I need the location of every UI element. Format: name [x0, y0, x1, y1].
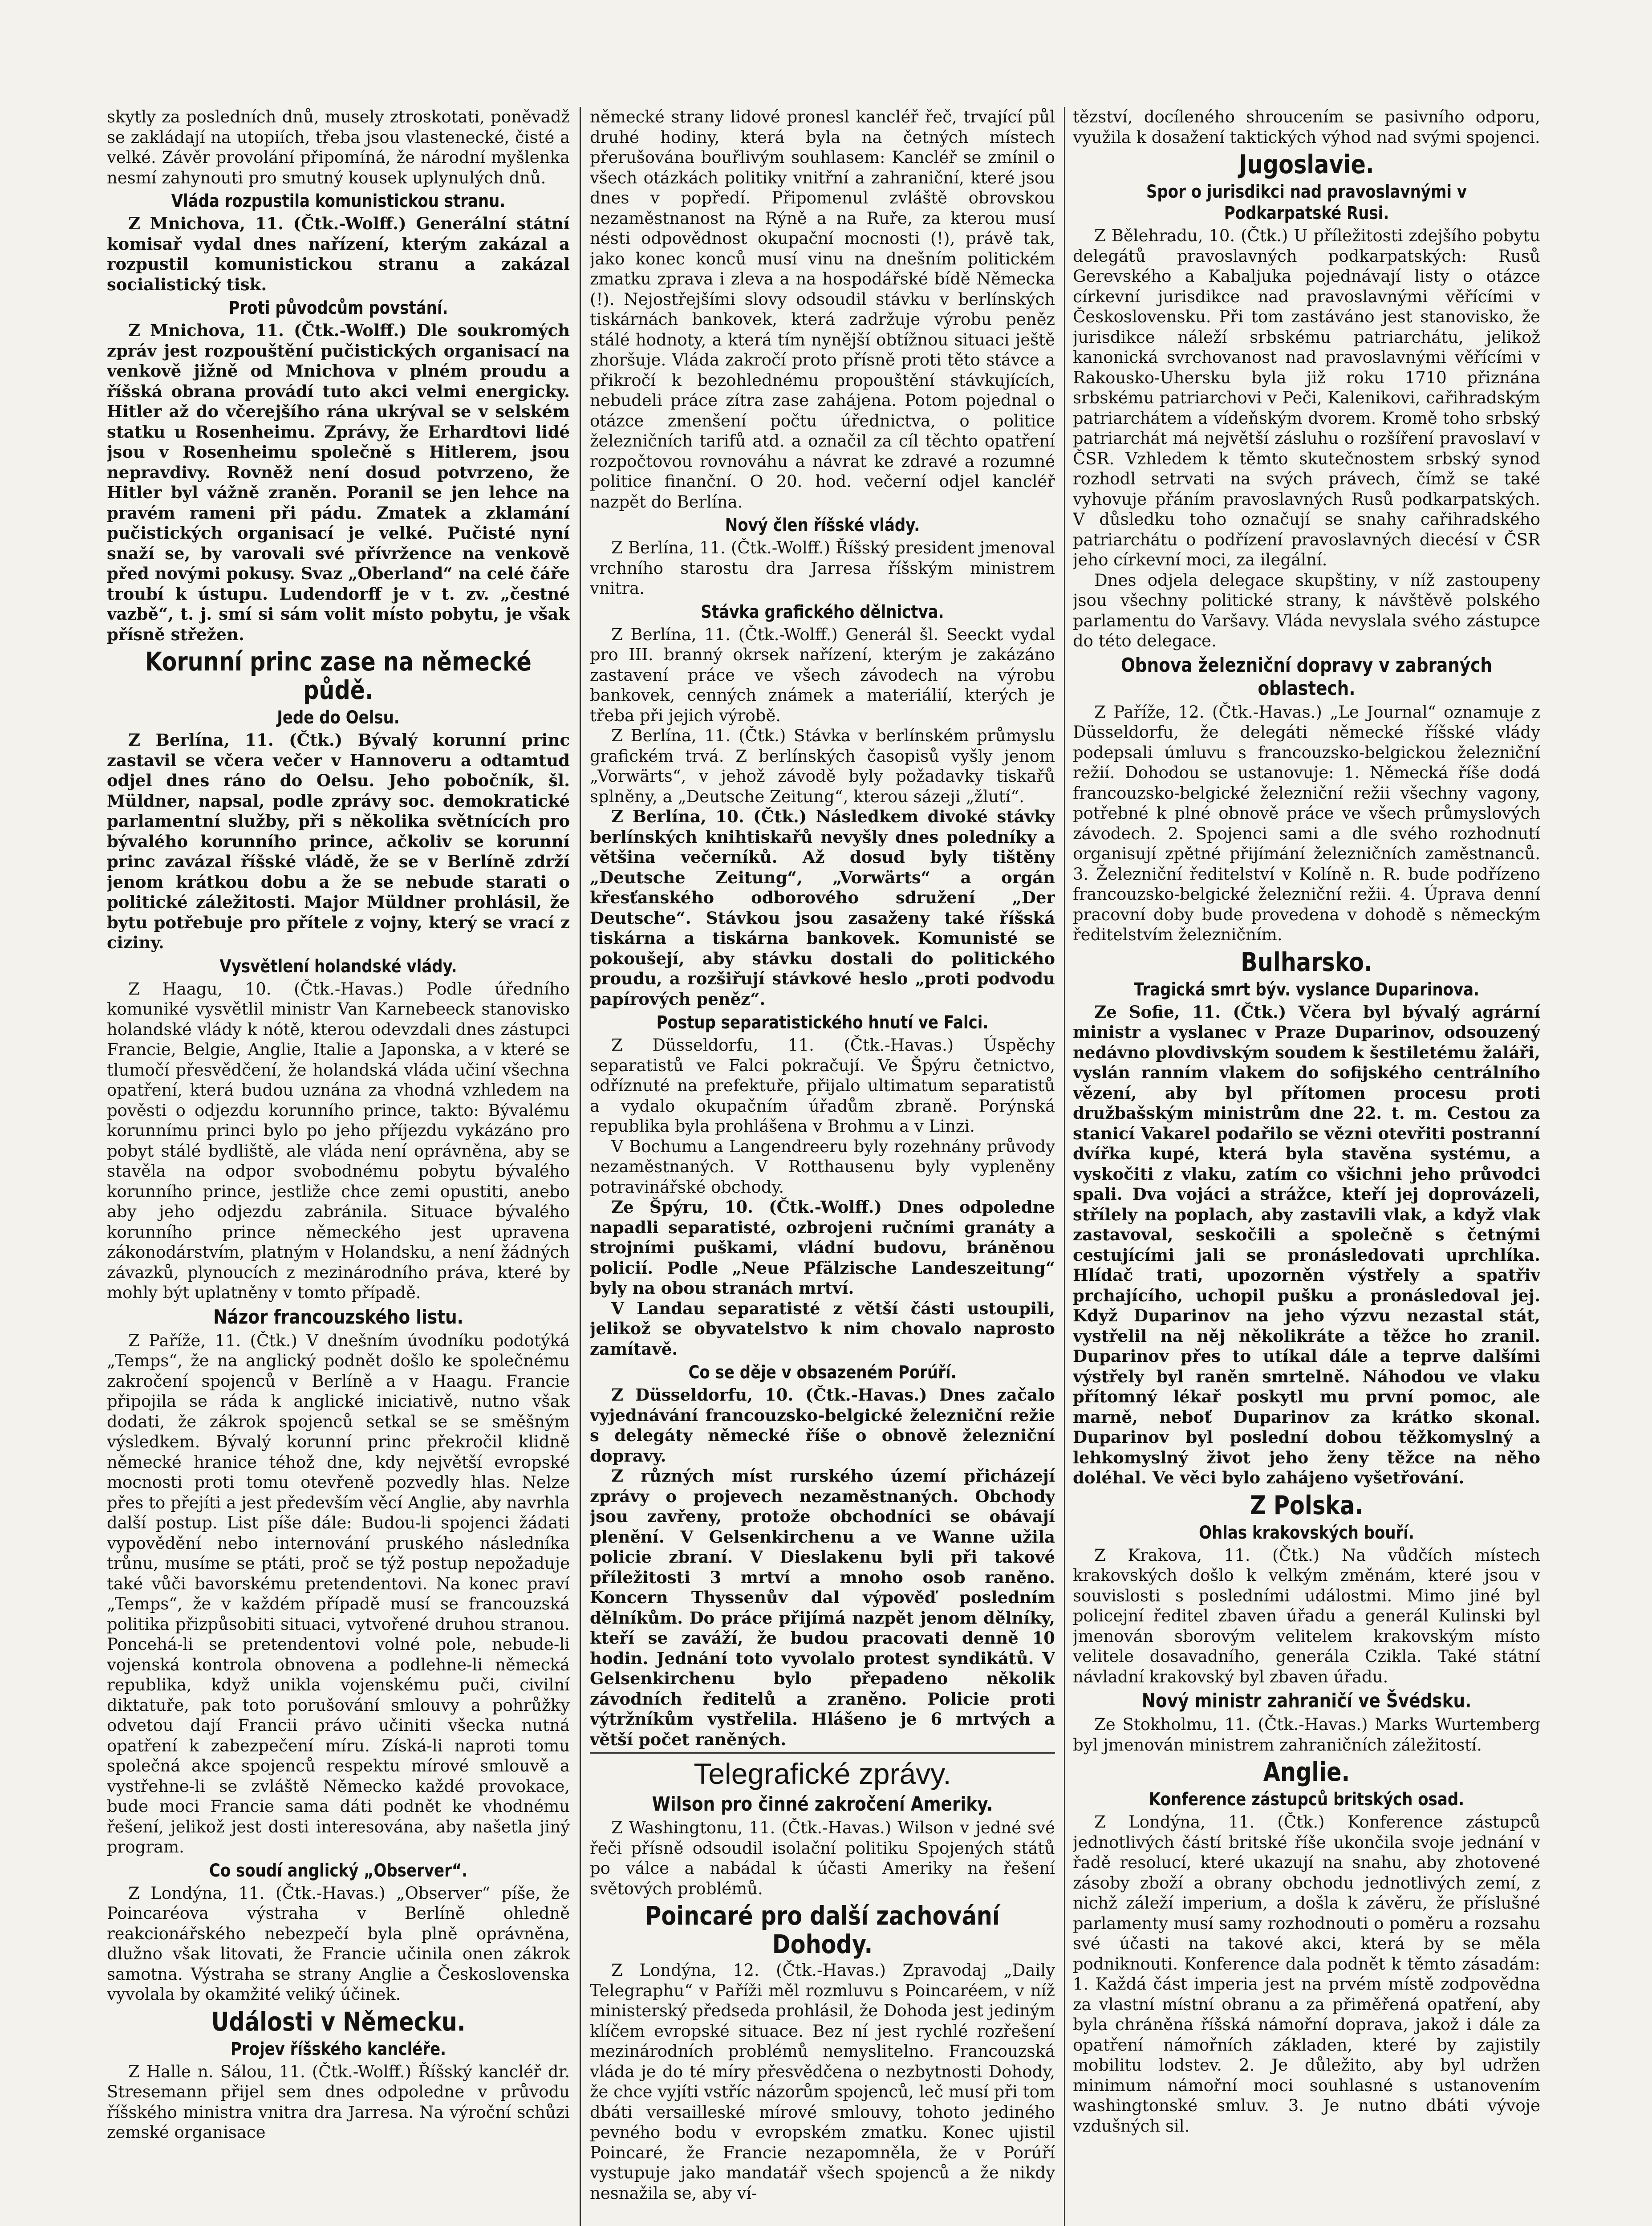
article-subheadline: Jede do Oelsu.: [277, 707, 400, 728]
article-text: Z Londýna, 11. (Čtk.-Havas.) „Observer“ píše, že Poincaréova výstraha v Berlíně ohledně reakcionářského nebezpečí byla plně oprávněna, dlužno však litovati, že Francie učinila onen zákrok samotna. Výstraha se strany Anglie a Československa vyvolala by okamžité veliký účinek.: [107, 1883, 570, 2004]
column-1: [107, 107, 570, 2226]
article-headline: Wilson pro činné zakročení Ameriky.: [652, 1793, 993, 1816]
article-headline: Postup separatistického hnutí ve Falci.: [656, 1012, 989, 1033]
column-rule: [580, 107, 581, 2226]
section-headline: Jugoslavie.: [1239, 149, 1374, 179]
article-text: Dnes odjela delegace skupštiny, v níž zastoupeny jsou všechny politické strany, k návštěvě polského parlamentu do Varšavy. Vláda nevyslala svého zástupce do této delegace.: [1073, 570, 1540, 650]
article-headline: Poincaré pro další zachování Dohody.: [645, 1901, 1000, 1959]
column-rule: [1064, 107, 1065, 2226]
article-headline: Obnova železniční dopravy v zabraných oblastech.: [1120, 654, 1493, 700]
article-headline: Korunní princ zase na německé půdě.: [145, 646, 532, 705]
article-text: Z Halle n. Sálou, 11. (Čtk.-Wolff.) Říšský kancléř dr. Stresemann přijel sem dnes odpoledne v průvodu říšského ministra vnitra dra Jarresa. Na výroční schůzi zemské organisace: [107, 2062, 570, 2142]
article-text: Z Haagu, 10. (Čtk.-Havas.) Podle úředního komuniké vysvětlil ministr Van Karnebeeck stanovisko holandské vlády k nótě, kterou odevzdali dnes zástupci Francie, Belgie, Anglie, Italie a Japonska, a v které se tlumočí přesvědčení, že holandská vláda učiní všechna opatření, která budou uznána za vhodná vzhledem na pověsti o odjezdu korunního prince, takto: Bývalému korunnímu princi bylo po jeho příjezdu vykázáno pro pobyt stálé bydliště, ale vláda není oprávněna, aby se stavěla na odpor svobodnému pobytu bývalého korunního prince, jestliže chce zemi opustiti, anebo aby jeho odjezdu zabránila. Situace bývalého korunního prince německého jest upravena zákonodárstvím, platným v Holandsku, a není žádných závazků, plynoucích z mezinárodního práva, které by mohly být uplatněny v tomto případě.: [107, 979, 570, 1302]
article-text: Z Krakova, 11. (Čtk.) Na vůdčích místech krakovských došlo k velkým změnám, které jsou v souvislosti s posledními událostmi. Mimo jiné byl policejní ředitel zbaven úřadu a generál Kulinski byl jmenován sborovým velitelem krakovským místo velitele dosavadního, generála Czikla. Také státní návladní krakovský byl zbaven úřadu.: [1073, 1545, 1540, 1686]
article-text: Z Berlína, 11. (Čtk.) Bývalý korunní princ zastavil se včera večer v Hannoveru a odtamtud odjel dnes ráno do Oelsu. Jeho pobočník, šl. Müldner, napsal, podle zprávy soc. demokratické parlamentní služby, při s několika světnících pro bývalého korunního prince, ačkoliv se korunní princ zavázal říšské vládě, že se v Berlíně zdrží jenom krátkou dobu a že se nebude starati o politické záležitosti. Major Müldner prohlásil, že bytu potřebuje pro přítele z vojny, který se vrací z ciziny.: [107, 730, 570, 952]
article-text: Z Mnichova, 11. (Čtk.-Wolff.) Dle soukromých zpráv jest rozpouštění pučistických organisací na venkově jižně od Mnichova v plném proudu a říšská obrana provádí tuto akci velmi energicky. Hitler až do včerejšího rána ukrýval se v selském statku u Rosenheimu. Zprávy, že Erhardtovi lidé jsou v Rosenheimu společně s Hitlerem, jsou nepravdivy. Rovněž není dosud potvrzeno, že Hitler byl vážně zraněn. Poranil se jen lehce na pravém rameni při pádu. Zmatek a zklamání pučistických organisací je velké. Pučisté nyní snaží se, by varovali své přívržence na venkově před novými pokusy. Svaz „Oberland“ na celé čáře troubí k ústupu. Ludendorff je v t. zv. „čestné vazbě“, t. j. smí si sám volit místo pobytu, je však přísně střežen.: [107, 321, 570, 644]
section-headline: Bulharsko.: [1241, 946, 1372, 977]
article-subheadline: Tragická smrt býv. vyslance Duparinova.: [1133, 979, 1479, 1000]
article-text: Z Washingtonu, 11. (Čtk.-Havas.) Wilson v jedné své řeči přísně odsoudil isolační politiku Spojených států po válce a nabádal k účasti Ameriky na řešení světových problémů.: [590, 1818, 1055, 1898]
article-headline: Co soudí anglický „Observer“.: [209, 1860, 468, 1881]
article-headline: Vysvětlení holandské vlády.: [219, 956, 457, 977]
column-3: [1073, 107, 1540, 2226]
article-text: Z různých míst rurského území přicházejí zprávy o projevech nezaměstnaných. Obchody jsou zavřeny, protože obchodníci se obávají plenění. V Gelsenkirchenu a ve Wanne užila policie zbraní. V Dieslakenu byli při takové příležitosti 3 mrtví a mnoho osob raněno. Koncern Thyssenův dal výpověď posledním dělníkům. Do práce přijímá nazpět jenom dělníky, kteří se zaváží, že budou pracovati denně 10 hodin. Jednání toto vyvolalo protest syndikátů. V Gelsenkirchenu bylo přepadeno několik závodních ředitelů a zraněno. Policie proti výtržníkům vystřelila. Hlášeno je 6 mrtvých a větší počet raněných.: [590, 1466, 1055, 1749]
section-headline: Anglie.: [1263, 1757, 1350, 1787]
article-text: Z Paříže, 12. (Čtk.-Havas.) „Le Journal“ oznamuje z Düsseldorfu, že delegáti německé říšské vlády podepsali úmluvu s francouzsko-belgickou železniční režií. Dohodou se ustanovuje: 1. Německá říše dodá francouzsko-belgické železniční režii všechny vagony, potřebné k plné obnově práce ve všech průmyslových závodech. 2. Spojenci sami a dle svého rozhodnutí organisují zpětné přijímání železničních zaměstnanců. 3. Železniční ředitelství v Kolíně n. R. bude podřízeno francouzsko-belgické železniční režii. 4. Úprava denní pracovní doby bude provedena v dohodě s německým ředitelstvím železničním.: [1073, 702, 1540, 944]
article-headline: Spor o jurisdikci nad pravoslavnými v Podkarpatské Rusi.: [1146, 182, 1467, 223]
article-headline: Co se děje v obsazeném Porúří.: [688, 1362, 957, 1383]
article-text: skytly za posledních dnů, musely ztroskotati, poněvadž se zakládají na utopiích, třeba jsou vlastenecké, čisté a velké. Závěr provolání připomíná, že národní myšlenka nesmí zahynouti pro smutný kousek uplynulých dnů.: [107, 107, 570, 187]
column-2: [590, 107, 1055, 2226]
article-headline: Názor francouzského listu.: [213, 1305, 463, 1328]
article-text: Z Düsseldorfu, 10. (Čtk.-Havas.) Dnes začalo vyjednávání francouzsko-belgické železniční režie s delegáty německé říše o obnově železniční dopravy.: [590, 1385, 1055, 1466]
article-headline: Vláda rozpustila komunistickou stranu.: [171, 191, 506, 211]
article-text: Ze Špýru, 10. (Čtk.-Wolff.) Dnes odpoledne napadli separatisté, ozbrojeni ručními granáty a strojními puškami, vládní budovu, bráněnou policií. Podle „Neue Pfälzische Landeszeitung“ byly na obou stranách mrtví.: [590, 1197, 1055, 1298]
article-subheadline: Konference zástupců britských osad.: [1149, 1789, 1465, 1810]
article-text: Z Paříže, 11. (Čtk.) V dnešním úvodníku podotýká „Temps“, že na anglický podnět došlo ke společnému zakročení spojenců v Berlíně a v Haagu. Francie připojila se ráda k anglické iniciativě, nutno však dodati, že zákrok spojenců setkal se se směšným výsledkem. Bývalý korunní princ překročil klidně německé hranice téhož dne, kdy největší evropské mocnosti proti tomu otevřeně pozvedly hlas. Nelze přes to přejíti a jest především věcí Anglie, aby navrhla další postup. List píše dále: Budou-li spojenci žádati vypovědění nebo internování pruského následníka trůnu, musíme se ptáti, proč se týž postup nepožaduje také vůči bavorskému pretendentovi. Na konec praví „Temps“, že v každém případě musí se francouzská politika přizpůsobiti situaci, vytvořené druhou stranou. Poncehá-li se pretendentovi volné pole, nebude-li vojenská kontrola obnovena a podlehne-li německá republika, když unikla vojenskému puči, civilní diktatuře, pak toto porušování smlouvy a pohrůžky odvetou dají Francii právo učiniti všecka nutná opatření k zabezpečení míru. Získá-li naproti tomu společná akce spojenců respektu mírové smlouvě a vystřehne-li se zvláště Německo každé provokace, bude moci Francie sama dáti podnět ke vhodnému řešení, jelikož jest dosti interesována, aby našetla jiný program.: [107, 1331, 570, 1856]
article-text: Z Mnichova, 11. (Čtk.-Wolff.) Generální státní komisař vydal dnes nařízení, kterým zakázal a rozpustil komunistickou stranu a zakázal socialistický tisk.: [107, 214, 570, 294]
article-text: tězství, docíleného shroucením se pasivního odporu, využila k dosažení taktických výhod nad svými spojenci.: [1073, 107, 1540, 147]
article-text: Z Londýna, 11. (Čtk.) Konference zástupců jednotlivých částí britské říše ukončila svoje jednání v řadě resolucí, které ukazují na snahu, aby zhotovené zásoby zboží a obrany obchodu jednotlivých zemí, z nichž záleží imperium, a došla k závěru, že příslušné parlamenty musí samy rozhodnouti o poměru a rozsahu své účasti na takové akci, která by se měla podniknouti. Konference dala podnět k těmto zásadám: 1. Každá část imperia jest na prvém místě zodpovědna za vlastní místní obranu a za přiměřená opatření, aby byla chráněna říšská námořní doprava, jakož i dále za opatření námořních základen, které by zajistily mobilitu lodstev. 2. Je důležito, aby byl udržen minimum námořní moci souhlasné s ustanovením washingtonské smluv. 3. Je nutno dbáti vývoje vzdušných sil.: [1073, 1812, 1540, 2136]
article-text: Z Berlína, 10. (Čtk.) Následkem divoké stávky berlínských knihtiskařů nevyšly dnes poledníky a většina večerníků. Až dosud byly tištěny „Deutsche Zeitung“, „Vorwärts“ a orgán křesťanského odborového sdružení „Der Deutsche“. Stávkou jsou zasaženy také říšská tiskárna a tiskárna bankovek. Komunisté se pokoušejí, aby stávku dostali do politického proudu, a rozšiřují stávkové heslo „proti podvodu papírových peněz“.: [590, 807, 1055, 1009]
article-headline: Proti původcům povstání.: [228, 298, 448, 318]
article-text: Z Berlína, 11. (Čtk.-Wolff.) Generál šl. Seeckt vydal pro III. branný okrsek nařízení, kterým je zakázáno zastavení práce ve všech závodech na výrobu bankovek, cenných známek a materiálií, kterých je třeba při jejich výrobě.: [590, 625, 1055, 725]
section-headline: Z Polska.: [1250, 1490, 1363, 1520]
article-text: Z Londýna, 12. (Čtk.-Havas.) Zpravodaj „Daily Telegraphu“ v Paříži měl rozmluvu s Poincaréem, v níž ministerský předseda prohlásil, že Dohoda jest jediným klíčem evropské situace. Bez ní jest rychlé rozřešení mezinárodních problémů nemyslitelno. Francouzská vláda je do té míry přesvědčena o nezbytnosti Dohody, že chce vyjíti vstříc názorům spojenců, leč musí při tom dbáti versailleské mírové smlouvy, tohoto jediného pevného bodu v evropském zmatku. Konec ujistil Poincaré, že Francie nezapomněla, že v Porúří vystupuje jako mandatář všech spojenců a že nikdy nesnažila se, aby ví-: [590, 1961, 1055, 2203]
article-text: Z Düsseldorfu, 11. (Čtk.-Havas.) Úspěchy separatistů ve Falci pokračují. Ve Špýru četnictvo, odříznuté na prefektuře, přijalo ultimatum separatistů a vydalo okupačním úřadům zbraně. Porýnská republika byla prohlášena v Brohmu a v Linzi.: [590, 1036, 1055, 1136]
article-headline: Nový člen říšské vlády.: [725, 515, 920, 536]
section-headline: Události v Německu.: [211, 2006, 466, 2037]
section-headline-telegrafic-news: Telegrafické zprávy.: [590, 1752, 1055, 1790]
article-subheadline: Ohlas krakovských bouří.: [1199, 1522, 1414, 1543]
article-text: V Bochumu a Langendreeru byly rozehnány průvody nezaměstnaných. V Rotthausenu byly vypleněny potravinářské obchody.: [590, 1137, 1055, 1197]
article-headline: Stávka grafického dělnictva.: [701, 601, 944, 622]
article-text: německé strany lidové pronesl kancléř řeč, trvající půl druhé hodiny, která byla na četných místech přerušována bouřlivým souhlasem: Kancléř se zmínil o všech otázkách politiky vnitřní a zahraniční, které jsou dnes v popředí. Připomenul zvláště obrovskou nezaměstnanost na Rýně a na Ruře, za kterou musí nésti odpovědnost okupační mocnosti (!), právě tak, jako konec konců musí vinu na dnešním politickém zmatku zprava i zleva a na hospodářské bídě Německa (!). Nejostřejšími slovy odsoudil stávku v berlínských tiskárnách bankovek, která zadržuje výrobu peněz stálé hodnoty, a která tím nynější obtížnou situaci ještě zhoršuje. Vláda zakročí proto přísně proti těto stávce a přikročí k bezohlednému propouštění stávkujících, nebudeli práce zítra zase zahájena. Potom pojednal o otázce zmenšení počtu úřednictva, o politice železničních tarifů atd. a označil za cíl těchto opatření rozpočtovou rovnováhu a návrat ke zdravé a rozumné politice finanční. O 20. hod. večerní odjel kancléř nazpět do Berlína.: [590, 107, 1055, 512]
article-text: Z Berlína, 11. (Čtk.-Wolff.) Říšský president jmenoval vrchního starostu dra Jarresa říšským ministrem vnitra.: [590, 538, 1055, 598]
article-text: Ze Sofie, 11. (Čtk.) Včera byl bývalý agrární ministr a vyslanec v Praze Duparinov, odsouzený nedávno plovdivským soudem k šestiletému žaláři, vyslán ranním vlakem do sofijského centrálního vězení, aby byl přítomen procesu proti družbašským ministrům dne 22. t. m. Cestou za stanicí Vakarel podařilo se vězni otevřiti postranní dvířka kupé, která byla stavěna systému, a vyskočiti z vlaku, zatím co všichni jeho průvodci spali. Dva vojáci a strážce, kteří jej doprovázeli, střílely na poplach, aby zastavili vlak, a když vlak zastavoval, seskočili a společně s četnými cestujícími jali se pronásledovati uprchlíka. Hlídač trati, upozorněn výstřely a spatřiv prchajícího, uchopil pušku a pronásledoval jej. Když Duparinov na jeho výzvu nezastal stát, vystřelil na něj několikráte a těžce ho zranil. Duparinov přes to utíkal dále a teprve dalšími výstřely byl raněn smrtelně. Náhodou ve vlaku přítomný lékař poskytl mu první pomoc, ale marně, neboť Duparinov za krátko skonal. Duparinov byl poslední dobou těžkomyslný a lehkomyslný život jeho ženy těžce na něho doléhal. Ve věci bylo zahájeno vyšetřování.: [1073, 1002, 1540, 1487]
article-subheadline: Projev říšského kancléře.: [230, 2039, 446, 2059]
article-text: Ze Stokholmu, 11. (Čtk.-Havas.) Marks Wurtemberg byl jmenován ministrem zahraničních záležitostí.: [1073, 1715, 1540, 1755]
article-text: Z Bělehradu, 10. (Čtk.) U příležitosti zdejšího pobytu delegátů pravoslavných podkarpatských: Rusů Gerevského a Kabaljuka pojednávají listy o otázce církevní jurisdikce nad pravoslavnými věřícími v Československu. Při tom zastáváno jest stanovisko, že jurisdikce náleží srbskému patriarchátu, jelikož kanonická svrchovanost nad pravoslavnými věřícími v Rakousko-Uhersku byla již roku 1710 přiznána srbskému patriarchovi v Peči, Kalenikovi, cařihradským patriarchátem a vídeňským dvorem. Kromě toho srbský patriarchát má největší zásluhu o rozšíření pravoslaví v ČSR. Vzhledem k těmto skutečnostem srbský synod rozhodl setrvati na svých právech, čímž se také vyhovuje přáním pravoslavných Rusů podkarpatských. V důsledku toho označují se snahy cařihradského patriarchátu o podřízení pravoslavných diecésí v ČSR jeho církevní moci, za ilegální.: [1073, 226, 1540, 569]
article-headline: Nový ministr zahraničí ve Švédsku.: [1141, 1690, 1472, 1712]
article-text: V Landau separatisté z větší části ustoupili, jelikož se obyvatelstvo k nim chovalo naprosto zamítavě.: [590, 1298, 1055, 1359]
article-text: Z Berlína, 11. (Čtk.) Stávka v berlínském průmyslu grafickém trvá. Z berlínských časopisů vyšly jenom „Vorwärts“, v jehož závodě byly požadavky tiskařů splněny, a „Deutsche Zeitung“, kterou sázeji „žlutí“.: [590, 726, 1055, 806]
